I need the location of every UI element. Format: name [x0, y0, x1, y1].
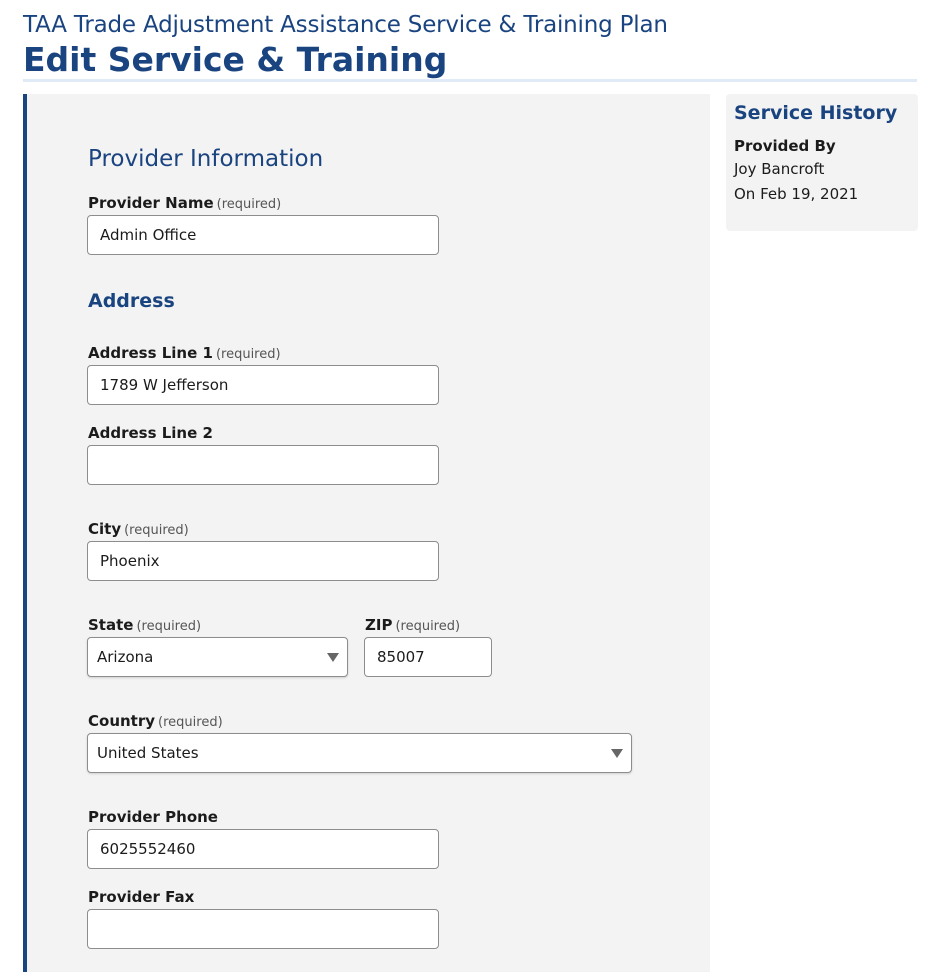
chevron-down-icon: [327, 653, 339, 662]
required-indicator: (required): [395, 619, 461, 634]
state-label-text: State: [88, 616, 134, 634]
country-select[interactable]: [87, 733, 632, 773]
required-indicator: (required): [158, 715, 223, 730]
required-indicator: (required): [124, 523, 189, 538]
address-line-2-label: [88, 423, 213, 443]
zip-label: [365, 615, 460, 637]
required-indicator: (required): [216, 197, 282, 212]
provider-fax-label: [88, 887, 194, 907]
provider-phone-label: [88, 807, 218, 827]
provider-fax-label-text: Provider Fax: [88, 888, 195, 906]
provider-name-input[interactable]: [87, 215, 439, 255]
state-select[interactable]: [87, 637, 348, 677]
provided-by-name: Joy Bancroft: [734, 160, 825, 178]
city-label: [88, 519, 189, 541]
header-divider: [23, 79, 917, 82]
provider-form-panel: [23, 94, 710, 972]
page-subtitle: TAA Trade Adjustment Assistance Service & Training Plan: [23, 12, 668, 38]
address-heading: Address: [88, 290, 175, 312]
country-label: [88, 711, 223, 733]
zip-label-text: ZIP: [365, 616, 393, 634]
provider-phone-label-text: Provider Phone: [88, 808, 218, 826]
city-label-text: City: [88, 520, 122, 538]
country-select-value: United States: [97, 744, 199, 762]
page-header: [23, 10, 917, 80]
state-label: [88, 615, 201, 637]
provider-name-label: [88, 193, 281, 215]
address-line-2-label-text: Address Line 2: [88, 424, 213, 442]
service-history-title: Service History: [734, 102, 898, 124]
city-input[interactable]: [87, 541, 439, 581]
address-line-1-input[interactable]: [87, 365, 439, 405]
provider-information-heading: Provider Information: [88, 146, 324, 172]
required-indicator: (required): [136, 619, 202, 634]
provider-fax-input[interactable]: [87, 909, 439, 949]
address-line-1-label-text: Address Line 1: [88, 344, 213, 362]
service-history-card: [726, 94, 918, 231]
required-indicator: (required): [215, 347, 281, 362]
provided-by-label: Provided By: [734, 137, 836, 155]
chevron-down-icon: [611, 749, 623, 758]
page-title: Edit Service & Training: [23, 40, 448, 79]
provided-date: On Feb 19, 2021: [734, 185, 859, 203]
state-select-value: Arizona: [97, 648, 154, 666]
address-line-2-input[interactable]: [87, 445, 439, 485]
provider-name-label-text: Provider Name: [88, 194, 214, 212]
country-label-text: Country: [88, 712, 156, 730]
provider-phone-input[interactable]: [87, 829, 439, 869]
zip-input[interactable]: [364, 637, 492, 677]
address-line-1-label: [88, 343, 281, 365]
